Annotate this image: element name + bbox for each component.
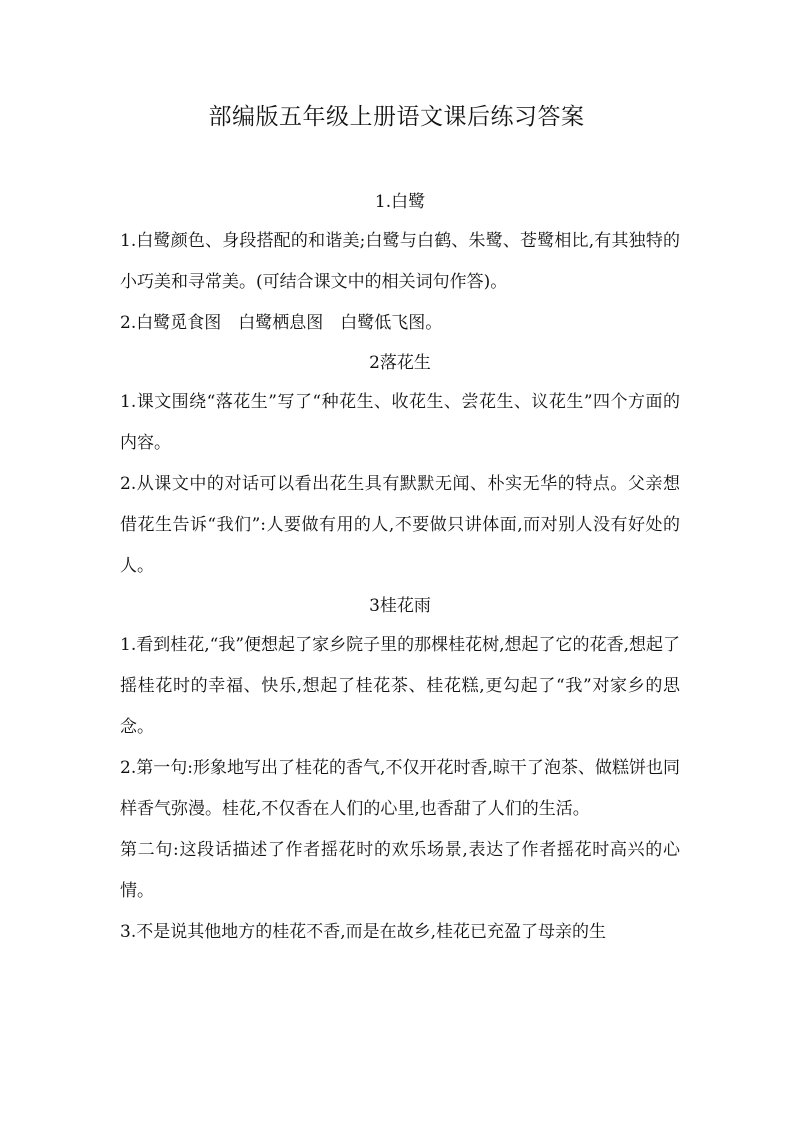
section-heading: 1.白鹭: [374, 192, 426, 212]
answer-paragraph: 第二句:这段话描述了作者摇花时的欢乐场景,表达了作者摇花时高兴的心情。: [120, 840, 680, 901]
answer-paragraph: 1.看到桂花,“我”便想起了家乡院子里的那棵桂花树,想起了它的花香,想起了摇桂花时的幸福、快乐,想起了桂花茶、桂花糕,更勾起了“我”对家乡的思念。: [120, 635, 680, 737]
section-heading: 2落花生: [369, 353, 431, 373]
document-title: 部编版五年级上册语文课后练习答案: [208, 104, 585, 130]
section-guihuayu: [120, 587, 680, 953]
answer-paragraph: 2.第一句:形象地写出了桂花的香气,不仅开花时香,晾干了泡茶、做糕饼也同样香气弥漫。桂花,不仅香在人们的心里,也香甜了人们的生活。: [120, 758, 680, 819]
answer-paragraph: 2.白鹭觅食图 白鹭栖息图 白鹭低飞图。: [120, 313, 443, 333]
answer-paragraph: 1.白鹭颜色、身段搭配的和谐美;白鹭与白鹤、朱鹭、苍鹭相比,有其独特的小巧美和寻常美。(可结合课文中的相关词句作答)。: [120, 231, 680, 292]
section-bailu: [120, 183, 680, 344]
section-luohuasheng: [120, 344, 680, 587]
answer-paragraph: 3.不是说其他地方的桂花不香,而是在故乡,桂花已充盈了母亲的生: [120, 922, 607, 942]
answer-paragraph: 2.从课文中的对话可以看出花生具有默默无闻、朴实无华的特点。父亲想借花生告诉“我们”:人要做有用的人,不要做只讲体面,而对别人没有好处的人。: [120, 474, 680, 576]
section-heading: 3桂花雨: [369, 596, 431, 616]
answer-paragraph: 1.课文围绕“落花生”写了“种花生、收花生、尝花生、议花生”四个方面的内容。: [120, 392, 680, 453]
document-body: [120, 183, 680, 953]
